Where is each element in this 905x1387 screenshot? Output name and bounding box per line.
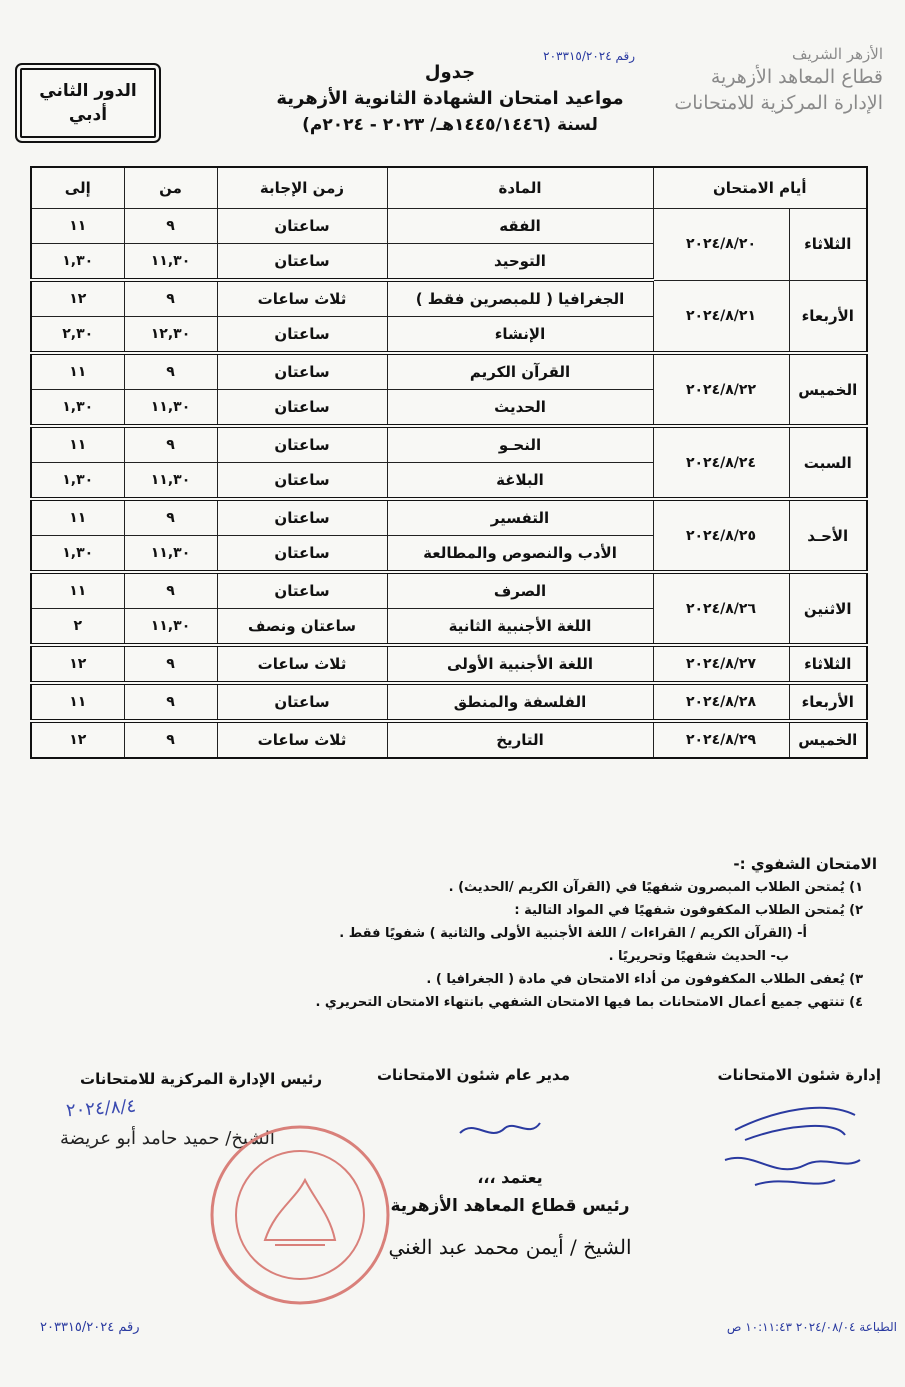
- table-row: [31, 721, 867, 758]
- subject-cell: الجغرافيا ( للمبصرين فقط ): [387, 280, 653, 317]
- official-seal-icon: [205, 1120, 395, 1310]
- footer-print-time: الطباعة ٢٠٢٤/٠٨/٠٤ ١٠:١١:٤٣ ص: [726, 1320, 897, 1334]
- oral-exam-notes: [17, 853, 877, 1014]
- org-line-1: الأزهر الشريف: [791, 45, 883, 63]
- to-cell: ١١: [31, 209, 124, 244]
- signature-dept-title: إدارة شئون الامتحانات: [717, 1066, 881, 1084]
- to-cell: ١,٣٠: [31, 463, 124, 500]
- signature-mark-icon: [715, 1090, 865, 1200]
- to-cell: ١٢: [31, 645, 124, 683]
- from-cell: ٩: [124, 499, 217, 536]
- subject-cell: اللغة الأجنبية الثانية: [387, 609, 653, 646]
- note-item: ٤) تنتهي جميع أعمال الامتحانات بما فيها الامتحان الشفهي بانتهاء الامتحان التحريري .: [315, 995, 863, 1010]
- duration-cell: ساعتان: [217, 390, 387, 427]
- duration-cell: ساعتان: [217, 463, 387, 500]
- subject-cell: التفسير: [387, 499, 653, 536]
- from-cell: ٩: [124, 426, 217, 463]
- from-cell: ٩: [124, 280, 217, 317]
- table-header-row: [31, 167, 867, 209]
- director-signature-icon: [455, 1108, 545, 1148]
- date-cell: ٢٠٢٤/٨/٢٧: [653, 645, 789, 683]
- table-row: [31, 353, 867, 390]
- head-name: الشيخ/ حميد حامد أبو عريضة: [60, 1128, 275, 1149]
- subject-cell: اللغة الأجنبية الأولى: [387, 645, 653, 683]
- date-cell: ٢٠٢٤/٨/٢٦: [653, 572, 789, 645]
- signature-director-title: مدير عام شئون الامتحانات: [376, 1066, 570, 1084]
- approve-name: الشيخ / أيمن محمد عبد الغني: [388, 1235, 632, 1259]
- day-cell: الاثنين: [789, 572, 867, 645]
- duration-cell: ساعتان: [217, 536, 387, 573]
- ref-number-top: رقم ٢٠٣٣١٥/٢٠٢٤: [543, 49, 635, 63]
- subject-cell: الحديث: [387, 390, 653, 427]
- subject-cell: النحـو: [387, 426, 653, 463]
- to-cell: ١٢: [31, 721, 124, 758]
- approve-word: يعتمد ،،،: [477, 1168, 543, 1187]
- to-cell: ١١: [31, 426, 124, 463]
- duration-cell: ساعتان: [217, 499, 387, 536]
- day-cell: الأحـد: [789, 499, 867, 572]
- table-row: [31, 645, 867, 683]
- subject-cell: القرآن الكريم: [387, 353, 653, 390]
- to-cell: ٢,٣٠: [31, 317, 124, 354]
- note-subitem: ب- الحديث شفهيًا وتحريريًا .: [608, 949, 789, 964]
- to-cell: ١,٣٠: [31, 536, 124, 573]
- org-line-2: قطاع المعاهد الأزهرية: [710, 66, 883, 88]
- subject-cell: الإنشاء: [387, 317, 653, 354]
- title-line-1: جدول: [424, 62, 476, 83]
- subject-cell: الفلسفة والمنطق: [387, 683, 653, 721]
- subject-cell: الأدب والنصوص والمطالعة: [387, 536, 653, 573]
- day-cell: الخميس: [789, 353, 867, 426]
- subject-cell: الفقه: [387, 209, 653, 244]
- approval-block: [380, 1165, 640, 1267]
- to-cell: ٢: [31, 609, 124, 646]
- to-cell: ١٢: [31, 280, 124, 317]
- exam-schedule-table: [30, 166, 868, 759]
- duration-cell: ثلاث ساعات: [217, 645, 387, 683]
- duration-cell: ساعتان: [217, 209, 387, 244]
- from-cell: ١١,٣٠: [124, 463, 217, 500]
- header-subject: المادة: [387, 167, 653, 209]
- note-item: ٢) يُمتحن الطلاب المكفوفون شفهيًا في المواد التالية :: [514, 903, 863, 918]
- duration-cell: ساعتان: [217, 353, 387, 390]
- table-row: [31, 209, 867, 244]
- from-cell: ١١,٣٠: [124, 390, 217, 427]
- subject-cell: التوحيد: [387, 244, 653, 281]
- header-duration: زمن الإجابة: [217, 167, 387, 209]
- date-cell: ٢٠٢٤/٨/٢٢: [653, 353, 789, 426]
- duration-cell: ساعتان: [217, 244, 387, 281]
- subject-cell: الصرف: [387, 572, 653, 609]
- header-to: إلى: [31, 167, 124, 209]
- from-cell: ٩: [124, 721, 217, 758]
- duration-cell: ساعتان ونصف: [217, 609, 387, 646]
- org-line-3: الإدارة المركزية للامتحانات: [674, 92, 883, 114]
- note-item: ١) يُمتحن الطلاب المبصرون شفهيًا في (القرآن الكريم /الحديث) .: [448, 880, 863, 895]
- signature-head-title: رئيس الإدارة المركزية للامتحانات: [80, 1070, 323, 1088]
- from-cell: ١١,٣٠: [124, 244, 217, 281]
- duration-cell: ساعتان: [217, 683, 387, 721]
- notes-title: الامتحان الشفوي :-: [733, 855, 877, 873]
- from-cell: ٩: [124, 353, 217, 390]
- subject-cell: التاريخ: [387, 721, 653, 758]
- track-label: أدبي: [68, 105, 108, 125]
- to-cell: ١١: [31, 572, 124, 609]
- day-cell: الأربعاء: [789, 280, 867, 353]
- header-from: من: [124, 167, 217, 209]
- day-cell: الخميس: [789, 721, 867, 758]
- note-subitem: أ- (القرآن الكريم / القراءات / اللغة الأجنبية الأولى والثانية ) شفويًا فقط .: [339, 926, 807, 941]
- duration-cell: ساعتان: [217, 572, 387, 609]
- to-cell: ١,٣٠: [31, 390, 124, 427]
- round-label: الدور الثاني: [39, 81, 137, 101]
- from-cell: ١١,٣٠: [124, 609, 217, 646]
- from-cell: ١٢,٣٠: [124, 317, 217, 354]
- title-line-2: مواعيد امتحان الشهادة الثانوية الأزهرية: [276, 88, 624, 109]
- duration-cell: ثلاث ساعات: [217, 721, 387, 758]
- from-cell: ٩: [124, 683, 217, 721]
- day-cell: الثلاثاء: [789, 209, 867, 281]
- table-row: [31, 683, 867, 721]
- from-cell: ٩: [124, 645, 217, 683]
- title-line-3: لسنة (١٤٤٥/١٤٤٦هـ/ ٢٠٢٣ - ٢٠٢٤م): [302, 115, 598, 135]
- table-row: [31, 499, 867, 536]
- day-cell: الثلاثاء: [789, 645, 867, 683]
- date-cell: ٢٠٢٤/٨/٢٨: [653, 683, 789, 721]
- footer-ref: رقم ٢٠٣٣١٥/٢٠٢٤: [40, 1320, 140, 1335]
- subject-cell: البلاغة: [387, 463, 653, 500]
- document-title: [240, 60, 660, 138]
- table-row: [31, 426, 867, 463]
- table-row: [31, 280, 867, 317]
- date-cell: ٢٠٢٤/٨/٢٥: [653, 499, 789, 572]
- handwritten-date: ٢٠٢٤/٨/٤: [65, 1095, 137, 1122]
- round-box: [20, 68, 156, 138]
- duration-cell: ساعتان: [217, 426, 387, 463]
- date-cell: ٢٠٢٤/٨/٢٠: [653, 209, 789, 281]
- note-item: ٣) يُعفى الطلاب المكفوفون من أداء الامتحان في مادة ( الجغرافيا ) .: [426, 972, 863, 987]
- org-header: [623, 44, 883, 116]
- header-days: أيام الامتحان: [653, 167, 867, 209]
- to-cell: ١١: [31, 499, 124, 536]
- to-cell: ١١: [31, 353, 124, 390]
- day-cell: الأربعاء: [789, 683, 867, 721]
- date-cell: ٢٠٢٤/٨/٢١: [653, 280, 789, 353]
- date-cell: ٢٠٢٤/٨/٢٩: [653, 721, 789, 758]
- to-cell: ١,٣٠: [31, 244, 124, 281]
- duration-cell: ثلاث ساعات: [217, 280, 387, 317]
- from-cell: ١١,٣٠: [124, 536, 217, 573]
- duration-cell: ساعتان: [217, 317, 387, 354]
- approve-title: رئيس قطاع المعاهد الأزهرية: [390, 1196, 630, 1216]
- date-cell: ٢٠٢٤/٨/٢٤: [653, 426, 789, 499]
- from-cell: ٩: [124, 209, 217, 244]
- from-cell: ٩: [124, 572, 217, 609]
- to-cell: ١١: [31, 683, 124, 721]
- day-cell: السبت: [789, 426, 867, 499]
- table-row: [31, 572, 867, 609]
